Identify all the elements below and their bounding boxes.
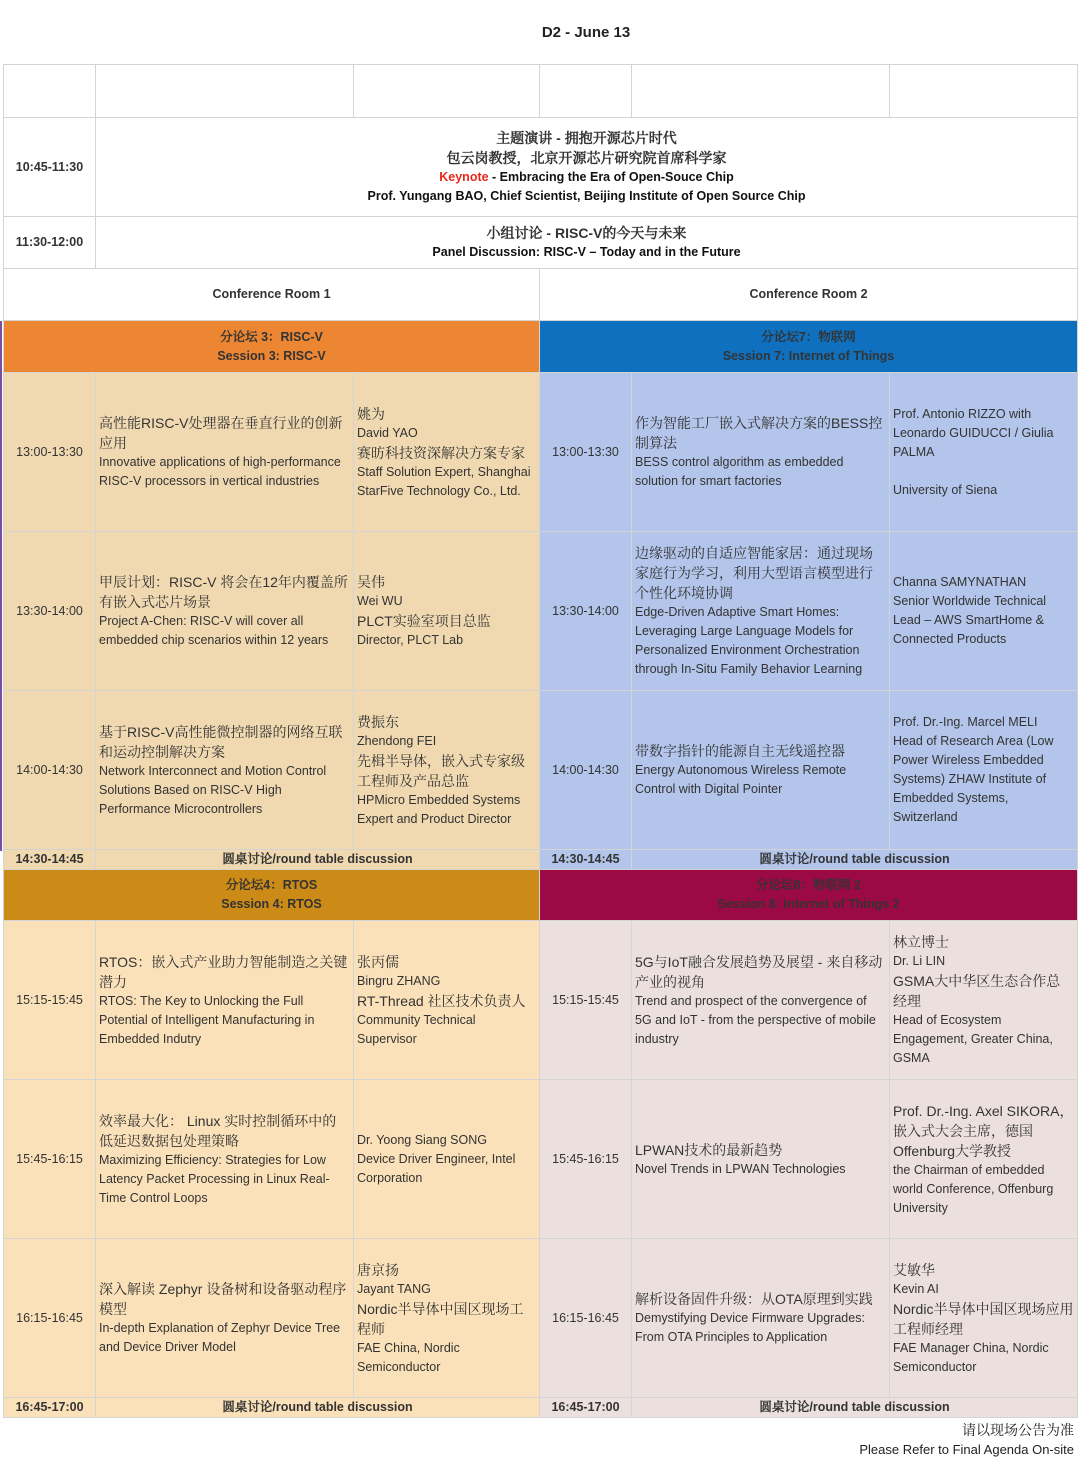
talk-time: 13:00-13:30 (540, 373, 632, 532)
roundtable-time: 14:30-14:45 (540, 850, 632, 870)
roundtable-row (4, 850, 1078, 870)
talk-title-zh: 解析设备固件升级：从OTA原理到实践 (635, 1291, 873, 1307)
talk-title-zh: 边缘驱动的自适应智能家居：通过现场家庭行为学习，利用大型语言模型进行个性化环境协调 (635, 545, 873, 601)
talk-title-en: Project A-Chen: RISC-V will cover all embedded chip scenarios within 12 years (99, 614, 329, 647)
talk-title-en: Maximizing Efficiency: Strategies for Low Latency Packet Processing in Linux Real-Time Control Loops (99, 1152, 330, 1205)
speaker-name-en: Zhendong FEI (357, 733, 437, 748)
talk-title-zh: RTOS：嵌入式产业助力智能制造之关键潜力 (99, 953, 348, 990)
talk-title-zh: LPWAN技术的最新趋势 (635, 1141, 783, 1158)
keynote-zh-speaker: 包云岗教授，北京开源芯片研究院首席科学家 (446, 150, 727, 166)
panel-row (4, 217, 1078, 269)
speaker-name-en: Wei WU (357, 594, 403, 608)
keynote-row (4, 118, 1078, 217)
accent-bar (0, 321, 2, 851)
room-right: Conference Room 2 (540, 269, 1078, 321)
talk-time: 15:15-15:45 (4, 921, 96, 1080)
speaker-role-zh: RT-Thread 社区技术负责人 (357, 992, 526, 1009)
footer-note-zh: 请以现场公告为准 (962, 1422, 1074, 1438)
talk-title-en: Novel Trends in LPWAN Technologies (635, 1161, 846, 1176)
session-header-row-1 (4, 321, 1078, 373)
talk-time: 16:15-16:45 (4, 1239, 96, 1398)
keynote-label: Keynote (439, 170, 489, 184)
speaker-name-zh: 林立博士 (893, 934, 949, 950)
talk-row (4, 1080, 1078, 1239)
speaker-org: Head of Research Area (Low Power Wireless Embedded Systems) ZHAW Institute of Embedded Systems, Switzerland (893, 734, 1054, 824)
talk-title-zh: 带数字指针的能源自主无线遥控器 (635, 743, 845, 759)
panel-time: 11:30-12:00 (4, 217, 96, 269)
session-4-zh: 分论坛4：RTOS (225, 878, 318, 892)
roundtable-en: /round table discussion (809, 1400, 950, 1414)
keynote-time: 10:45-11:30 (4, 118, 96, 217)
blank-row (4, 65, 1078, 118)
room-left: Conference Room 1 (4, 269, 540, 321)
speaker-role-zh: 赛昉科技资深解决方案专家 (357, 444, 525, 461)
roundtable-time: 16:45-17:00 (540, 1398, 632, 1418)
talk-title-zh: 作为智能工厂嵌入式解决方案的BESS控制算法 (635, 415, 883, 451)
talk-time: 15:15-15:45 (540, 921, 632, 1080)
talk-row (4, 691, 1078, 850)
speaker-name-en: Prof. Dr.-Ing. Marcel MELI (893, 715, 1038, 729)
roundtable-en: /round table discussion (809, 852, 950, 866)
session-3-header (4, 321, 540, 373)
talk-time: 14:00-14:30 (540, 691, 632, 850)
talk-title-zh: 效率最大化： Linux 实时控制循环中的低延迟数据包处理策略 (99, 1112, 337, 1149)
talk-title-zh: 深入解读 Zephyr 设备树和设备驱动程序模型 (99, 1281, 347, 1317)
session-4-header (4, 870, 540, 921)
speaker-role-zh: Nordic半导体中国区现场工程师 (357, 1300, 524, 1337)
session-3-zh: 分论坛 3：RISC-V (220, 329, 323, 344)
speaker-name-zh: 张丙儒 (357, 953, 399, 970)
talk-title-zh: 5G与IoT融合发展趋势及展望 - 来自移动产业的视角 (635, 953, 883, 990)
roundtable-time: 14:30-14:45 (4, 850, 96, 870)
talk-title-en: Network Interconnect and Motion Control Solutions Based on RISC-V High Performance Microcontrollers (99, 763, 327, 816)
speaker-name-en: Dr. Yoong Siang SONG (357, 1132, 487, 1147)
talk-time: 13:30-14:00 (540, 532, 632, 691)
session-8-zh: 分论坛8：物联网 2 (756, 878, 861, 892)
speaker-name-en: Prof. Antonio RIZZO with Leonardo GUIDUCCI / Giulia PALMA (893, 406, 1054, 459)
talk-row (4, 921, 1078, 1080)
footer-note-en: Please Refer to Final Agenda On-site (859, 1442, 1074, 1457)
session-8-header (540, 870, 1078, 921)
agenda-table (3, 64, 1078, 1418)
roundtable-en: /round table discussion (272, 1400, 413, 1414)
talk-title-en: Innovative applications of high-performance RISC-V processors in vertical industries (99, 455, 341, 488)
session-8-en: Session 8: Internet of Things 2 (717, 897, 900, 911)
speaker-name-en: Jayant TANG (357, 1281, 431, 1296)
speaker-role-en: Staff Solution Expert, Shanghai StarFive Technology Co., Ltd. (357, 464, 531, 498)
speaker-org: FAE Manager China, Nordic Semiconductor (893, 1340, 1049, 1374)
speaker-name-zh: 唐京扬 (357, 1261, 399, 1278)
session-3-en: Session 3: RISC-V (217, 348, 326, 363)
roundtable-zh: 圆桌讨论 (222, 852, 273, 866)
rooms-row (4, 269, 1078, 321)
page-title: D2 - June 13 (541, 24, 631, 41)
talk-row (4, 373, 1078, 532)
speaker-org: the Chairman of embedded world Conference, Offenburg University (893, 1162, 1054, 1215)
speaker-role-en: Community Technical Supervisor (357, 1012, 476, 1046)
roundtable-zh: 圆桌讨论 (759, 852, 810, 866)
speaker-name-en: David YAO (357, 425, 418, 440)
talk-title-en: In-depth Explanation of Zephyr Device Tree and Device Driver Model (99, 1321, 341, 1354)
panel-en: Panel Discussion: RISC-V – Today and in the Future (432, 245, 741, 259)
talk-title-en: Trend and prospect of the convergence of 5G and IoT - from the perspective of mobile industry (635, 993, 876, 1046)
talk-time: 16:15-16:45 (540, 1239, 632, 1398)
speaker-org: Head of Ecosystem Engagement, Greater China, GSMA (893, 1013, 1053, 1065)
talk-row (4, 1239, 1078, 1398)
talk-time: 13:30-14:00 (4, 532, 96, 691)
session-header-row-2 (4, 870, 1078, 921)
talk-title-zh: 甲辰计划：RISC-V 将会在12年内覆盖所有嵌入式芯片场景 (99, 574, 348, 610)
speaker-name-zh: 艾敏华 (893, 1261, 935, 1278)
speaker-name-zh: 姚为 (357, 405, 385, 422)
speaker-name-en: Channa SAMYNATHAN (893, 575, 1027, 589)
speaker-role-en: Director, PLCT Lab (357, 633, 464, 647)
speaker-role-zh: 先楫半导体，嵌入式专家级工程师及产品总监 (357, 752, 525, 789)
session-7-en: Session 7: Internet of Things (722, 348, 895, 363)
talk-title-en: Edge-Driven Adaptive Smart Homes: Leveraging Large Language Models for Personalized Environment Orchestration through In-Situ Family Behavior Learning (635, 605, 863, 676)
talk-title-en: BESS control algorithm as embedded solution for smart factories (635, 455, 844, 488)
talk-time: 15:45-16:15 (4, 1080, 96, 1239)
talk-title-zh: 高性能RISC-V处理器在垂直行业的创新应用 (99, 415, 343, 451)
keynote-zh-title: 主题演讲 - 拥抱开源芯片时代 (496, 130, 677, 146)
talk-time: 15:45-16:15 (540, 1080, 632, 1239)
keynote-en-speaker: Prof. Yungang BAO, Chief Scientist, Beijing Institute of Open Source Chip (367, 189, 806, 203)
speaker-role-zh: Nordic半导体中国区现场应用工程师经理 (893, 1300, 1074, 1337)
speaker-name-en: Dr. Li LIN (893, 954, 946, 968)
panel-zh: 小组讨论 - RISC-V的今天与未来 (486, 225, 687, 241)
speaker-role-zh: GSMA大中华区生态合作总经理 (893, 973, 1061, 1009)
roundtable-row (4, 1398, 1078, 1418)
talk-row (4, 532, 1078, 691)
roundtable-zh: 圆桌讨论 (759, 1400, 810, 1414)
roundtable-zh: 圆桌讨论 (222, 1400, 273, 1414)
speaker-role-en: FAE China, Nordic Semiconductor (357, 1340, 460, 1374)
speaker-org: University of Siena (893, 482, 998, 497)
speaker-role-zh: PLCT实验室项目总监 (357, 613, 491, 629)
talk-time: 14:00-14:30 (4, 691, 96, 850)
talk-title-zh: 基于RISC-V高性能微控制器的网络互联和运动控制解决方案 (99, 723, 343, 760)
keynote-en-title: - Embracing the Era of Open-Souce Chip (488, 170, 734, 184)
session-7-zh: 分论坛7：物联网 (761, 329, 856, 344)
speaker-name-zh: 吴伟 (357, 574, 385, 590)
talk-time: 13:00-13:30 (4, 373, 96, 532)
speaker-name-en: Kevin AI (893, 1281, 939, 1296)
speaker-role-en: HPMicro Embedded Systems Expert and Product Director (357, 792, 521, 826)
roundtable-time: 16:45-17:00 (4, 1398, 96, 1418)
session-7-header (540, 321, 1078, 373)
roundtable-en: /round table discussion (272, 852, 413, 866)
speaker-role-zh: Prof. Dr.-Ing. Axel SIKORA，嵌入式大会主席，德国Offenburg大学教授 (893, 1102, 1074, 1159)
talk-title-en: RTOS: The Key to Unlocking the Full Potential of Intelligent Manufacturing in Embedded Indutry (99, 993, 315, 1046)
speaker-name-zh: 费振东 (357, 713, 399, 730)
speaker-role-en: Device Driver Engineer, Intel Corporation (357, 1151, 516, 1185)
speaker-org: Senior Worldwide Technical Lead – AWS SmartHome & Connected Products (893, 594, 1047, 646)
talk-title-en: Energy Autonomous Wireless Remote Control with Digital Pointer (635, 763, 847, 796)
talk-title-en: Demystifying Device Firmware Upgrades: From OTA Principles to Application (635, 1311, 865, 1344)
session-4-en: Session 4: RTOS (221, 897, 322, 911)
speaker-name-en: Bingru ZHANG (357, 973, 441, 988)
